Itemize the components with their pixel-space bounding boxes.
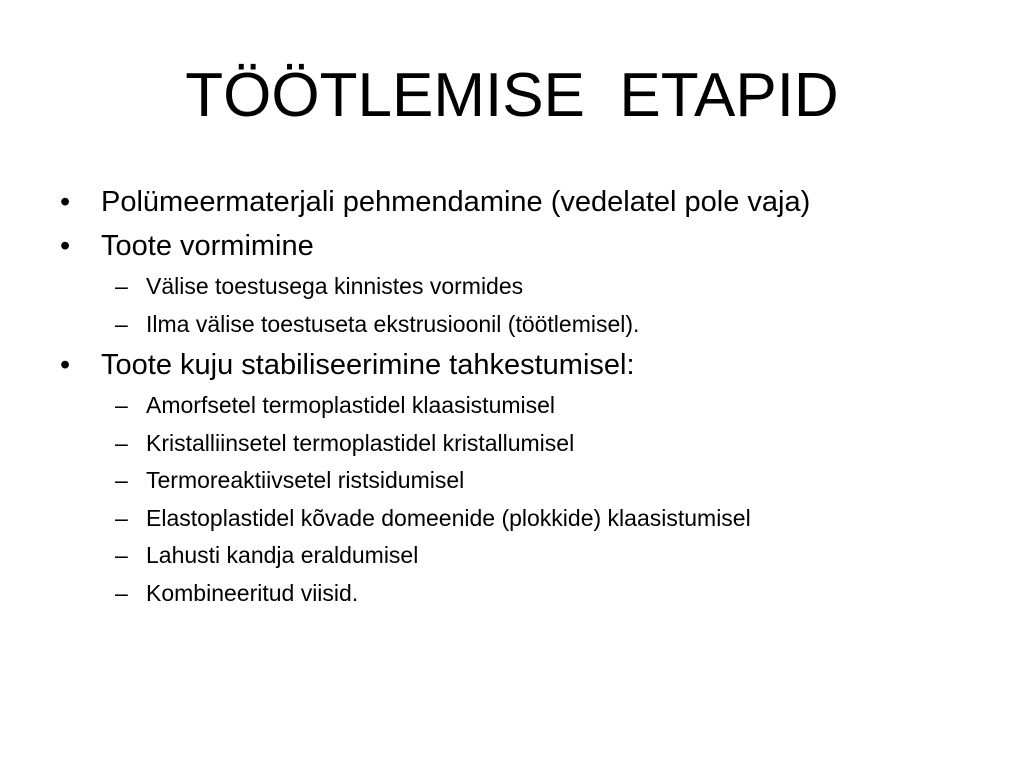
bullet-text: Toote vormimine [101,230,314,262]
sub-bullet-text: Lahusti kandja eraldumisel [146,542,419,568]
sub-bullet-text: Välise toestusega kinnistes vormides [146,273,524,299]
dash-marker: – [115,392,128,418]
bullet-text: Toote kuju stabiliseerimine tahkestumisel: [101,349,635,381]
dash-marker: – [115,467,128,493]
bullet-item [60,224,980,268]
dash-marker: – [115,579,128,606]
sub-bullet-item [60,500,980,538]
sub-bullet-text: Ilma välise toestuseta ekstrusioonil (töötlemisel). [146,310,640,337]
dash-marker: – [115,542,128,568]
dash-marker: – [115,429,128,456]
bullet-marker: • [60,230,71,262]
sub-bullet-item [60,268,980,306]
slide-title: TÖÖTLEMISE ETAPID [185,61,839,130]
bullet-marker: • [60,349,71,381]
sub-bullet-item [60,537,980,575]
bullet-item [60,180,980,224]
sub-bullet-text: Termoreaktiivsetel ristsidumisel [146,467,465,493]
sub-bullet-text: Elastoplastidel kõvade domeenide (plokkide) klaasistumisel [146,504,751,531]
dash-marker: – [115,310,128,337]
sub-bullet-text: Kombineeritud viisid. [146,579,359,606]
bullet-marker: • [60,186,71,218]
sub-bullet-item [60,462,980,500]
bullet-text: Polümeermaterjali pehmendamine (vedelatel pole vaja) [101,186,811,218]
dash-marker: – [115,273,128,299]
sub-bullet-item [60,387,980,425]
bullet-item [60,343,980,387]
sub-bullet-text: Kristalliinsetel termoplastidel kristallumisel [146,429,575,456]
sub-bullet-item [60,575,980,613]
sub-bullet-item [60,306,980,344]
sub-bullet-text: Amorfsetel termoplastidel klaasistumisel [146,392,556,418]
bullet-list [60,180,980,612]
dash-marker: – [115,504,128,531]
sub-bullet-item [60,425,980,463]
